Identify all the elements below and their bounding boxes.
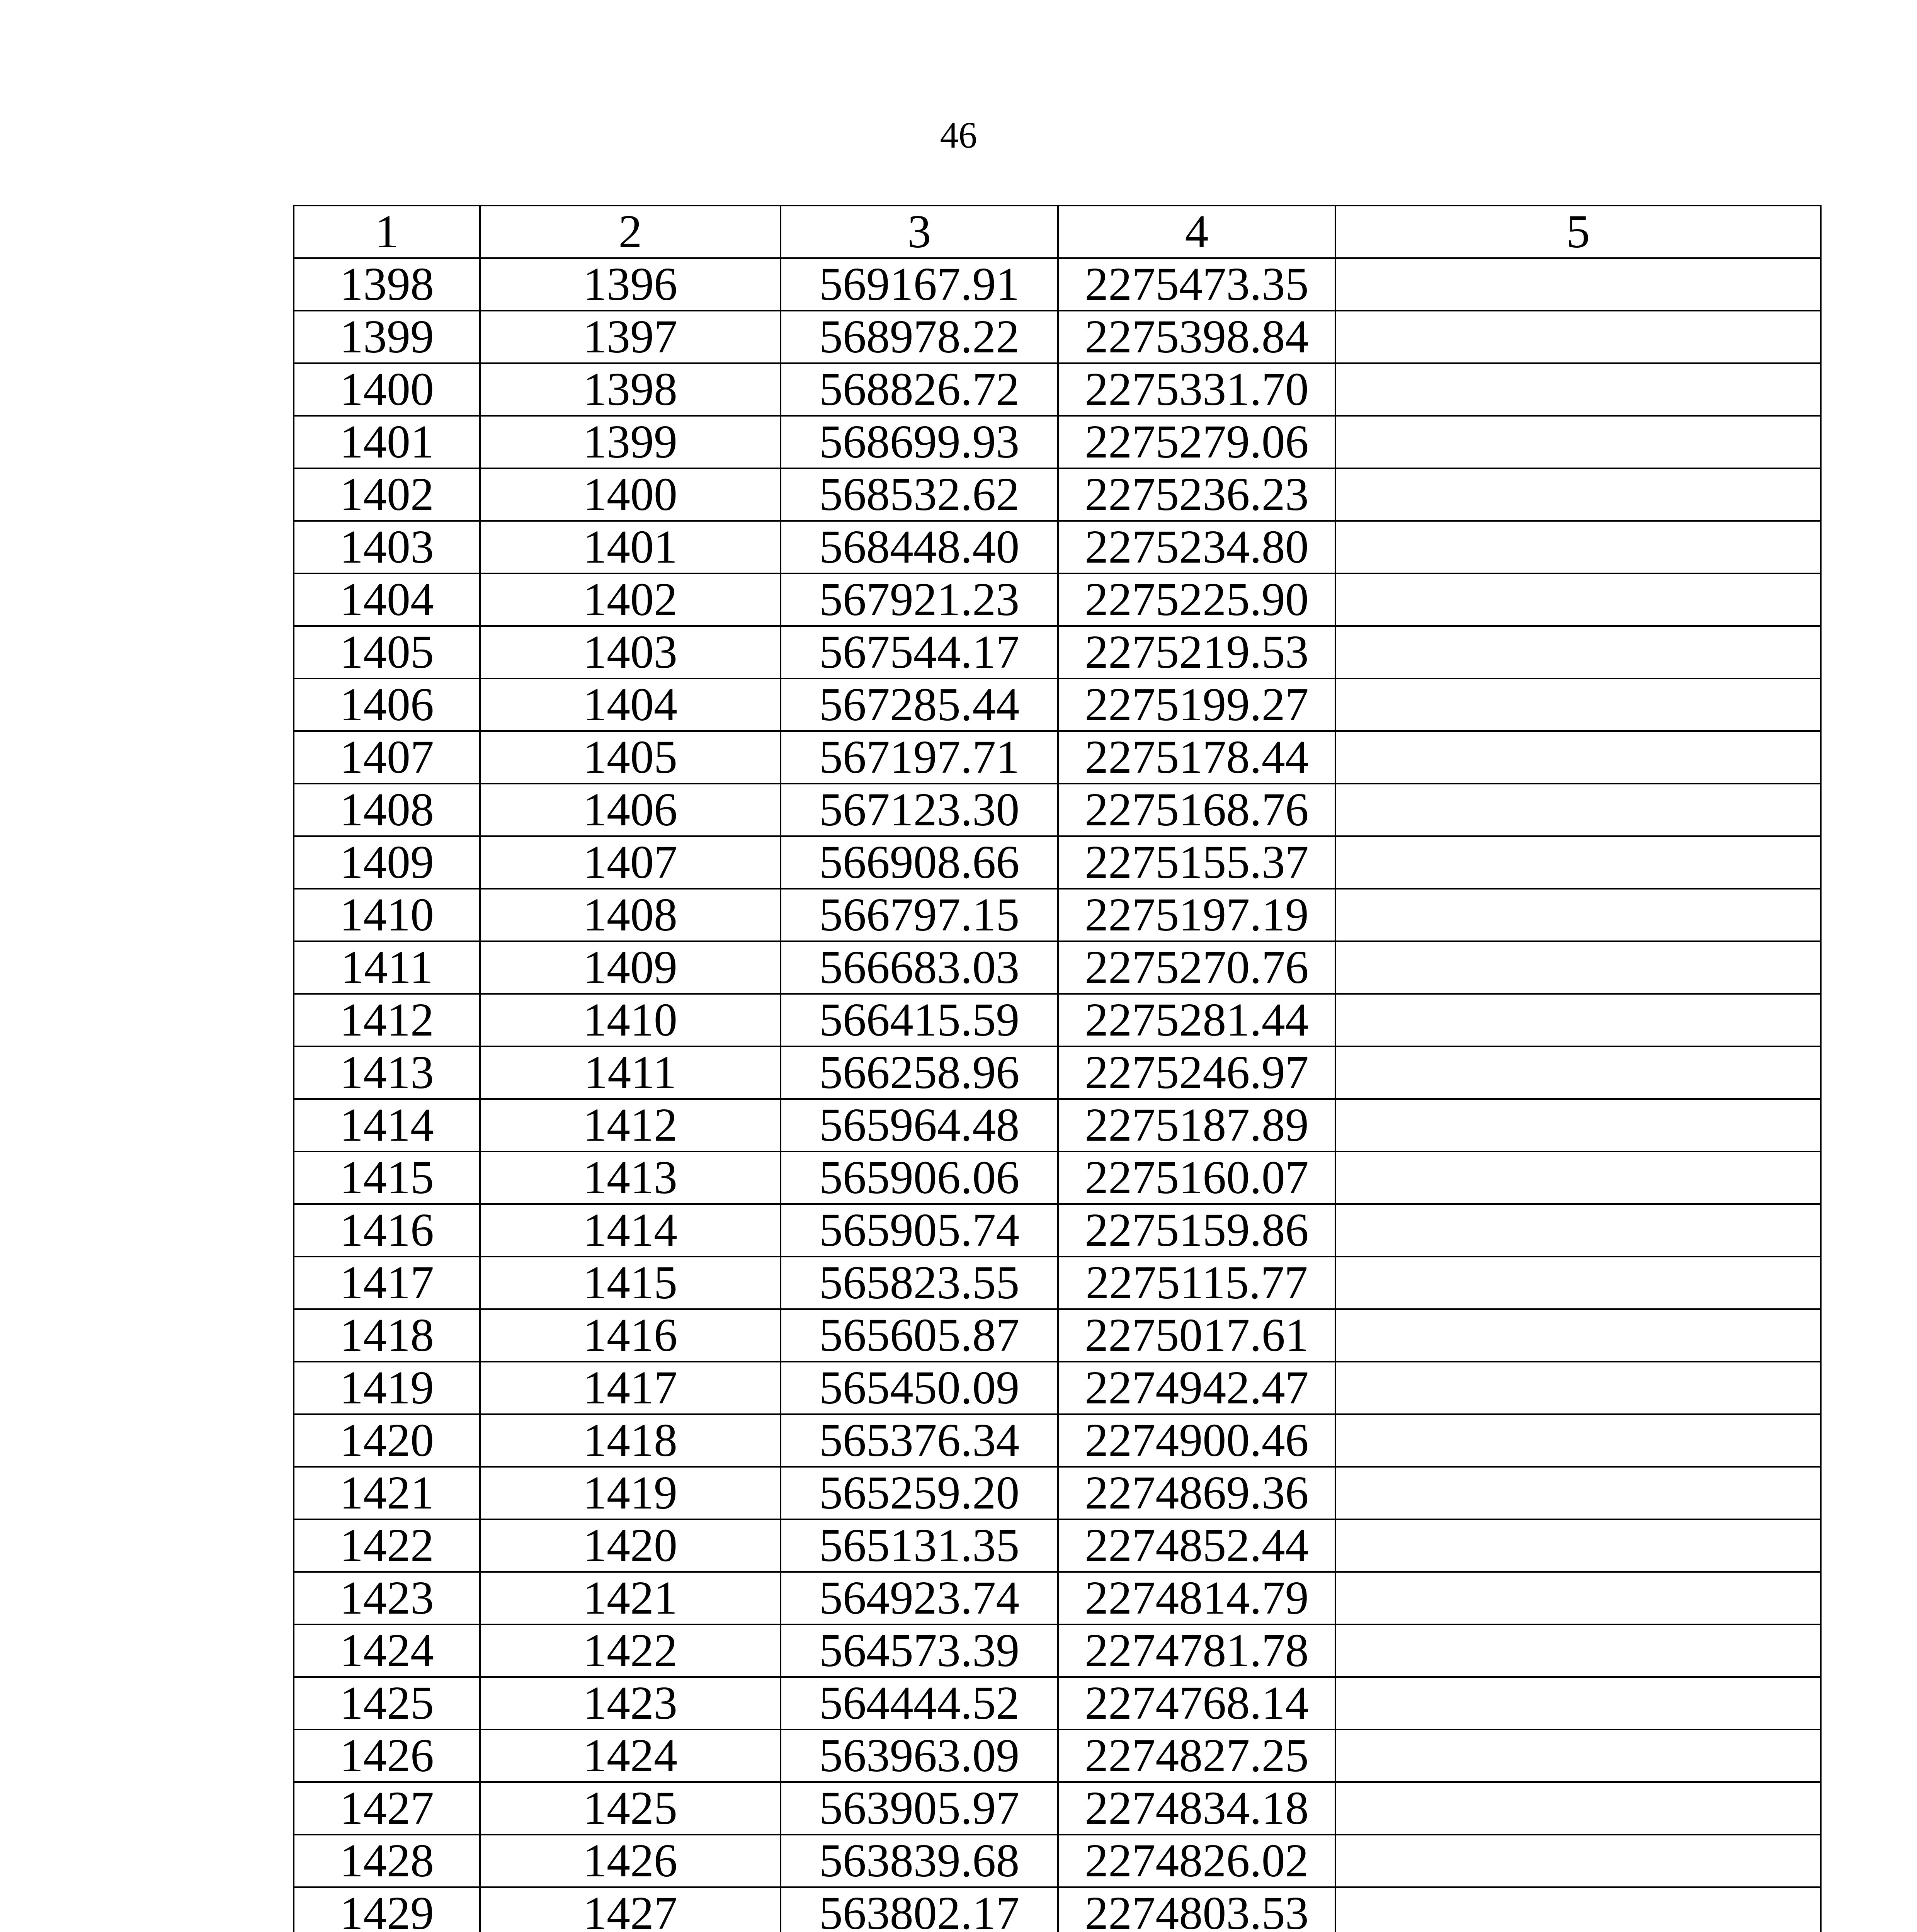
- table-cell-col-4: 2275473.35: [1058, 258, 1335, 311]
- table-cell-col-2: 1403: [480, 626, 781, 679]
- table-row: [294, 1572, 1821, 1624]
- coordinates-table: [293, 205, 1822, 1932]
- table-cell-col-1: 1420: [294, 1414, 480, 1467]
- table-row: [294, 1624, 1821, 1677]
- table-cell-col-1: 1410: [294, 889, 480, 941]
- table-row: [294, 1151, 1821, 1204]
- column-header-5: 5: [1335, 206, 1821, 258]
- table-cell-col-1: 1422: [294, 1519, 480, 1572]
- table-cell-col-4: 2275331.70: [1058, 363, 1335, 416]
- table-cell-col-3: 569167.91: [781, 258, 1058, 311]
- table-cell-col-2: 1422: [480, 1624, 781, 1677]
- table-cell-col-4: 2275279.06: [1058, 416, 1335, 468]
- table-cell-col-3: 567921.23: [781, 573, 1058, 626]
- column-header-1: 1: [294, 206, 480, 258]
- table-cell-col-2: 1415: [480, 1257, 781, 1309]
- table-row: [294, 468, 1821, 521]
- table-cell-col-4: 2274814.79: [1058, 1572, 1335, 1624]
- table-cell-col-2: 1421: [480, 1572, 781, 1624]
- table-cell-col-3: 565905.74: [781, 1204, 1058, 1257]
- table-cell-col-5: [1335, 1624, 1821, 1677]
- table-cell-col-3: 564444.52: [781, 1677, 1058, 1730]
- table-cell-col-3: 565964.48: [781, 1099, 1058, 1151]
- table-cell-col-5: [1335, 836, 1821, 889]
- table-cell-col-4: 2274869.36: [1058, 1467, 1335, 1519]
- table-cell-col-4: 2275017.61: [1058, 1309, 1335, 1362]
- table-cell-col-4: 2274827.25: [1058, 1730, 1335, 1782]
- table-cell-col-3: 565376.34: [781, 1414, 1058, 1467]
- table-row: [294, 836, 1821, 889]
- table-cell-col-2: 1417: [480, 1362, 781, 1414]
- table-row: [294, 1835, 1821, 1887]
- table-cell-col-2: 1413: [480, 1151, 781, 1204]
- table-cell-col-5: [1335, 416, 1821, 468]
- table-cell-col-1: 1416: [294, 1204, 480, 1257]
- table-cell-col-1: 1400: [294, 363, 480, 416]
- table-cell-col-3: 565906.06: [781, 1151, 1058, 1204]
- table-cell-col-2: 1396: [480, 258, 781, 311]
- table-cell-col-1: 1406: [294, 679, 480, 731]
- table-cell-col-3: 567544.17: [781, 626, 1058, 679]
- table-cell-col-1: 1421: [294, 1467, 480, 1519]
- table-cell-col-4: 2275398.84: [1058, 311, 1335, 363]
- table-cell-col-2: 1425: [480, 1782, 781, 1835]
- table-cell-col-4: 2275168.76: [1058, 784, 1335, 836]
- table-cell-col-1: 1412: [294, 994, 480, 1046]
- table-cell-col-5: [1335, 1677, 1821, 1730]
- table-cell-col-1: 1407: [294, 731, 480, 784]
- table-cell-col-3: 566797.15: [781, 889, 1058, 941]
- table-row: [294, 1730, 1821, 1782]
- table-cell-col-4: 2275281.44: [1058, 994, 1335, 1046]
- table-cell-col-5: [1335, 521, 1821, 573]
- table-cell-col-4: 2275236.23: [1058, 468, 1335, 521]
- table-row: [294, 1046, 1821, 1099]
- table-cell-col-3: 563839.68: [781, 1835, 1058, 1887]
- table-cell-col-5: [1335, 258, 1821, 311]
- table-cell-col-2: 1401: [480, 521, 781, 573]
- table-cell-col-5: [1335, 311, 1821, 363]
- table-cell-col-5: [1335, 994, 1821, 1046]
- table-cell-col-2: 1397: [480, 311, 781, 363]
- table-row: [294, 1467, 1821, 1519]
- column-header-4: 4: [1058, 206, 1335, 258]
- table-cell-col-1: 1414: [294, 1099, 480, 1151]
- table-row: [294, 311, 1821, 363]
- table-cell-col-3: 565605.87: [781, 1309, 1058, 1362]
- table-cell-col-5: [1335, 1782, 1821, 1835]
- table-cell-col-2: 1427: [480, 1887, 781, 1932]
- table-cell-col-5: [1335, 1257, 1821, 1309]
- table-cell-col-4: 2274781.78: [1058, 1624, 1335, 1677]
- table-cell-col-4: 2275197.19: [1058, 889, 1335, 941]
- table-cell-col-1: 1429: [294, 1887, 480, 1932]
- table-row: [294, 521, 1821, 573]
- table-cell-col-2: 1402: [480, 573, 781, 626]
- table-header-row: [294, 206, 1821, 258]
- table-cell-col-2: 1398: [480, 363, 781, 416]
- table-cell-col-2: 1426: [480, 1835, 781, 1887]
- table-cell-col-1: 1402: [294, 468, 480, 521]
- table-cell-col-5: [1335, 1572, 1821, 1624]
- table-cell-col-4: 2275199.27: [1058, 679, 1335, 731]
- table-cell-col-2: 1409: [480, 941, 781, 994]
- table-cell-col-3: 568978.22: [781, 311, 1058, 363]
- table-cell-col-1: 1403: [294, 521, 480, 573]
- table-cell-col-4: 2274826.02: [1058, 1835, 1335, 1887]
- table-cell-col-1: 1409: [294, 836, 480, 889]
- table-cell-col-2: 1408: [480, 889, 781, 941]
- table-cell-col-5: [1335, 363, 1821, 416]
- table-cell-col-2: 1418: [480, 1414, 781, 1467]
- table-cell-col-2: 1400: [480, 468, 781, 521]
- table-cell-col-3: 566258.96: [781, 1046, 1058, 1099]
- table-cell-col-3: 568699.93: [781, 416, 1058, 468]
- table-cell-col-2: 1406: [480, 784, 781, 836]
- table-cell-col-4: 2275246.97: [1058, 1046, 1335, 1099]
- table-cell-col-5: [1335, 1151, 1821, 1204]
- table-cell-col-2: 1410: [480, 994, 781, 1046]
- table-cell-col-5: [1335, 1099, 1821, 1151]
- table-row: [294, 573, 1821, 626]
- table-cell-col-1: 1408: [294, 784, 480, 836]
- table-cell-col-4: 2274768.14: [1058, 1677, 1335, 1730]
- table-cell-col-3: 568448.40: [781, 521, 1058, 573]
- table-row: [294, 941, 1821, 994]
- table-row: [294, 731, 1821, 784]
- column-header-2: 2: [480, 206, 781, 258]
- table-cell-col-3: 565259.20: [781, 1467, 1058, 1519]
- table-cell-col-2: 1416: [480, 1309, 781, 1362]
- table-cell-col-1: 1404: [294, 573, 480, 626]
- table-cell-col-5: [1335, 1467, 1821, 1519]
- table-cell-col-4: 2275234.80: [1058, 521, 1335, 573]
- table-cell-col-3: 563802.17: [781, 1887, 1058, 1932]
- table-cell-col-5: [1335, 1414, 1821, 1467]
- table-cell-col-3: 567123.30: [781, 784, 1058, 836]
- table-cell-col-1: 1426: [294, 1730, 480, 1782]
- table-cell-col-4: 2274834.18: [1058, 1782, 1335, 1835]
- table-cell-col-5: [1335, 1309, 1821, 1362]
- table-cell-col-5: [1335, 941, 1821, 994]
- table-row: [294, 679, 1821, 731]
- table-cell-col-4: 2275155.37: [1058, 836, 1335, 889]
- table-cell-col-2: 1399: [480, 416, 781, 468]
- table-cell-col-3: 566908.66: [781, 836, 1058, 889]
- table-cell-col-1: 1424: [294, 1624, 480, 1677]
- table-cell-col-1: 1411: [294, 941, 480, 994]
- table-cell-col-2: 1424: [480, 1730, 781, 1782]
- table-row: [294, 1414, 1821, 1467]
- table-cell-col-3: 565131.35: [781, 1519, 1058, 1572]
- table-row: [294, 1887, 1821, 1932]
- table-cell-col-3: 565450.09: [781, 1362, 1058, 1414]
- table-cell-col-1: 1398: [294, 258, 480, 311]
- table-cell-col-4: 2275270.76: [1058, 941, 1335, 994]
- table-cell-col-4: 2274852.44: [1058, 1519, 1335, 1572]
- table-cell-col-4: 2275225.90: [1058, 573, 1335, 626]
- table-cell-col-3: 566683.03: [781, 941, 1058, 994]
- table-row: [294, 784, 1821, 836]
- table-cell-col-3: 568826.72: [781, 363, 1058, 416]
- table-cell-col-5: [1335, 1046, 1821, 1099]
- table-cell-col-5: [1335, 889, 1821, 941]
- table-cell-col-5: [1335, 573, 1821, 626]
- table-cell-col-4: 2275187.89: [1058, 1099, 1335, 1151]
- table-body: [294, 258, 1821, 1932]
- table-cell-col-1: 1415: [294, 1151, 480, 1204]
- table-row: [294, 1204, 1821, 1257]
- table-cell-col-3: 565823.55: [781, 1257, 1058, 1309]
- table-cell-col-2: 1404: [480, 679, 781, 731]
- table-cell-col-4: 2275178.44: [1058, 731, 1335, 784]
- table-row: [294, 994, 1821, 1046]
- table-cell-col-5: [1335, 468, 1821, 521]
- table-cell-col-1: 1428: [294, 1835, 480, 1887]
- table-cell-col-5: [1335, 1730, 1821, 1782]
- table-cell-col-1: 1417: [294, 1257, 480, 1309]
- table-cell-col-2: 1419: [480, 1467, 781, 1519]
- table-cell-col-1: 1423: [294, 1572, 480, 1624]
- table-cell-col-1: 1425: [294, 1677, 480, 1730]
- table-cell-col-3: 563905.97: [781, 1782, 1058, 1835]
- table-cell-col-3: 564923.74: [781, 1572, 1058, 1624]
- table-cell-col-1: 1427: [294, 1782, 480, 1835]
- table-row: [294, 1257, 1821, 1309]
- table-cell-col-3: 566415.59: [781, 994, 1058, 1046]
- table-cell-col-5: [1335, 1204, 1821, 1257]
- table-cell-col-1: 1413: [294, 1046, 480, 1099]
- table-cell-col-4: 2275160.07: [1058, 1151, 1335, 1204]
- table-cell-col-2: 1420: [480, 1519, 781, 1572]
- table-cell-col-3: 568532.62: [781, 468, 1058, 521]
- table-row: [294, 1782, 1821, 1835]
- table-cell-col-5: [1335, 679, 1821, 731]
- table-cell-col-1: 1419: [294, 1362, 480, 1414]
- table-cell-col-2: 1405: [480, 731, 781, 784]
- table-cell-col-4: 2275115.77: [1058, 1257, 1335, 1309]
- table-cell-col-3: 564573.39: [781, 1624, 1058, 1677]
- table-row: [294, 1677, 1821, 1730]
- table-row: [294, 1362, 1821, 1414]
- table-cell-col-5: [1335, 1835, 1821, 1887]
- table-row: [294, 1099, 1821, 1151]
- table-cell-col-5: [1335, 626, 1821, 679]
- table-cell-col-1: 1405: [294, 626, 480, 679]
- table-cell-col-3: 567197.71: [781, 731, 1058, 784]
- table-cell-col-5: [1335, 784, 1821, 836]
- table-cell-col-4: 2275219.53: [1058, 626, 1335, 679]
- table-row: [294, 1309, 1821, 1362]
- table-cell-col-2: 1423: [480, 1677, 781, 1730]
- table-cell-col-5: [1335, 1887, 1821, 1932]
- table-row: [294, 889, 1821, 941]
- table-cell-col-5: [1335, 1362, 1821, 1414]
- table-cell-col-1: 1401: [294, 416, 480, 468]
- table-row: [294, 1519, 1821, 1572]
- table-cell-col-5: [1335, 1519, 1821, 1572]
- table-cell-col-2: 1411: [480, 1046, 781, 1099]
- page-number: 46: [940, 114, 977, 156]
- table-cell-col-3: 563963.09: [781, 1730, 1058, 1782]
- table-cell-col-5: [1335, 731, 1821, 784]
- table-row: [294, 258, 1821, 311]
- table-row: [294, 626, 1821, 679]
- table-row: [294, 416, 1821, 468]
- table-cell-col-2: 1412: [480, 1099, 781, 1151]
- table-cell-col-3: 567285.44: [781, 679, 1058, 731]
- table-cell-col-2: 1414: [480, 1204, 781, 1257]
- table-cell-col-4: 2274942.47: [1058, 1362, 1335, 1414]
- table-cell-col-4: 2275159.86: [1058, 1204, 1335, 1257]
- column-header-3: 3: [781, 206, 1058, 258]
- table-cell-col-1: 1418: [294, 1309, 480, 1362]
- table-cell-col-2: 1407: [480, 836, 781, 889]
- table-cell-col-1: 1399: [294, 311, 480, 363]
- table-cell-col-4: 2274803.53: [1058, 1887, 1335, 1932]
- table-cell-col-4: 2274900.46: [1058, 1414, 1335, 1467]
- table-row: [294, 363, 1821, 416]
